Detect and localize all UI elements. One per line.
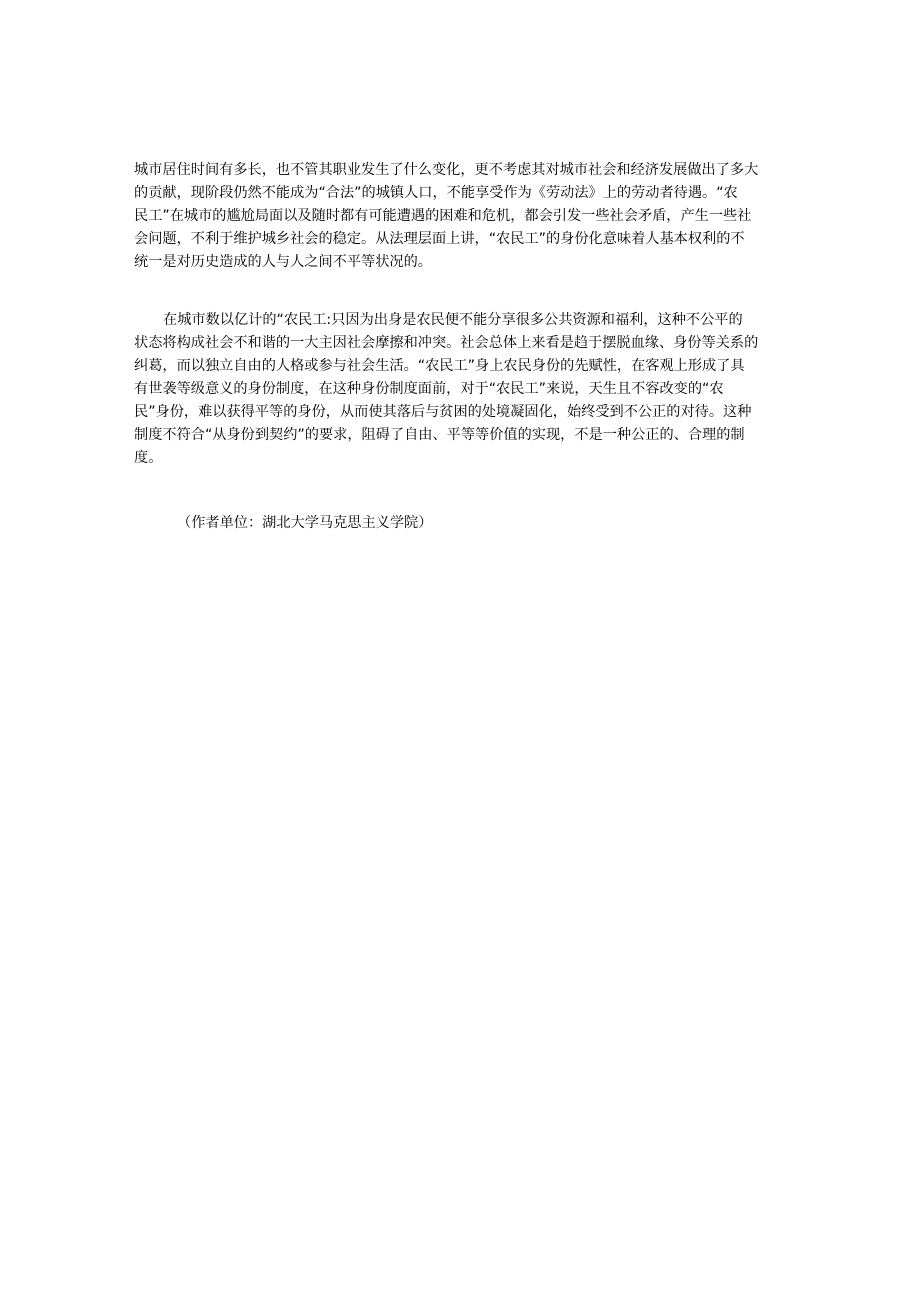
paragraph-line: 民工”在城市的尴尬局面以及随时都有可能遭遇的困难和危机，都会引发一些社会矛盾，产生一些社 [134, 208, 752, 224]
paragraph-line: 的贡献，现阶段仍然不能成为“合法”的城镇人口，不能享受作为《劳动法》上的劳动者待遇。“农 [134, 185, 738, 201]
paragraph-line: 民”身份，难以获得平等的身份，从而使其落后与贫困的处境凝固化，始终受到不公正的对待。这种 [134, 404, 752, 420]
paragraph-line: 会问题，不利于维护城乡社会的稳定。从法理层面上讲，“农民工”的身份化意味着人基本权利的不 [134, 231, 745, 247]
author-affiliation: （作者单位：湖北大学马克思主义学院） [177, 515, 433, 531]
paragraph-line: 度。 [134, 450, 163, 466]
body-paragraph-2 [134, 309, 786, 470]
paragraph-line: 统一是对历史造成的人与人之间不平等状况的。 [134, 254, 432, 270]
paragraph-line: 状态将构成社会不和谐的一大主因社会摩擦和冲突。社会总体上来看是趋于摆脱血缘、身份等关系的 [134, 335, 759, 351]
paragraph-line: 城市居住时间有多长，也不管其职业发生了什么变化，更不考虑其对城市社会和经济发展做出了多大 [134, 162, 759, 178]
paragraph-line: 在城市数以亿计的“农民工:只因为出身是农民便不能分享很多公共资源和福利，这种不公平的 [163, 312, 743, 328]
paragraph-line: 制度不符合“从身份到契约”的要求，阻碍了自由、平等等价值的实现，不是一种公正的、合理的制 [134, 427, 745, 443]
paragraph-line: 纠葛，而以独立自由的人格或参与社会生活。“农民工”身上农民身份的先赋性，在客观上形成了具 [134, 358, 745, 374]
body-paragraph-1 [134, 159, 786, 274]
paragraph-line: 有世袭等级意义的身份制度，在这种身份制度面前，对于“农民工”来说，天生且不容改变的“农 [134, 381, 724, 397]
